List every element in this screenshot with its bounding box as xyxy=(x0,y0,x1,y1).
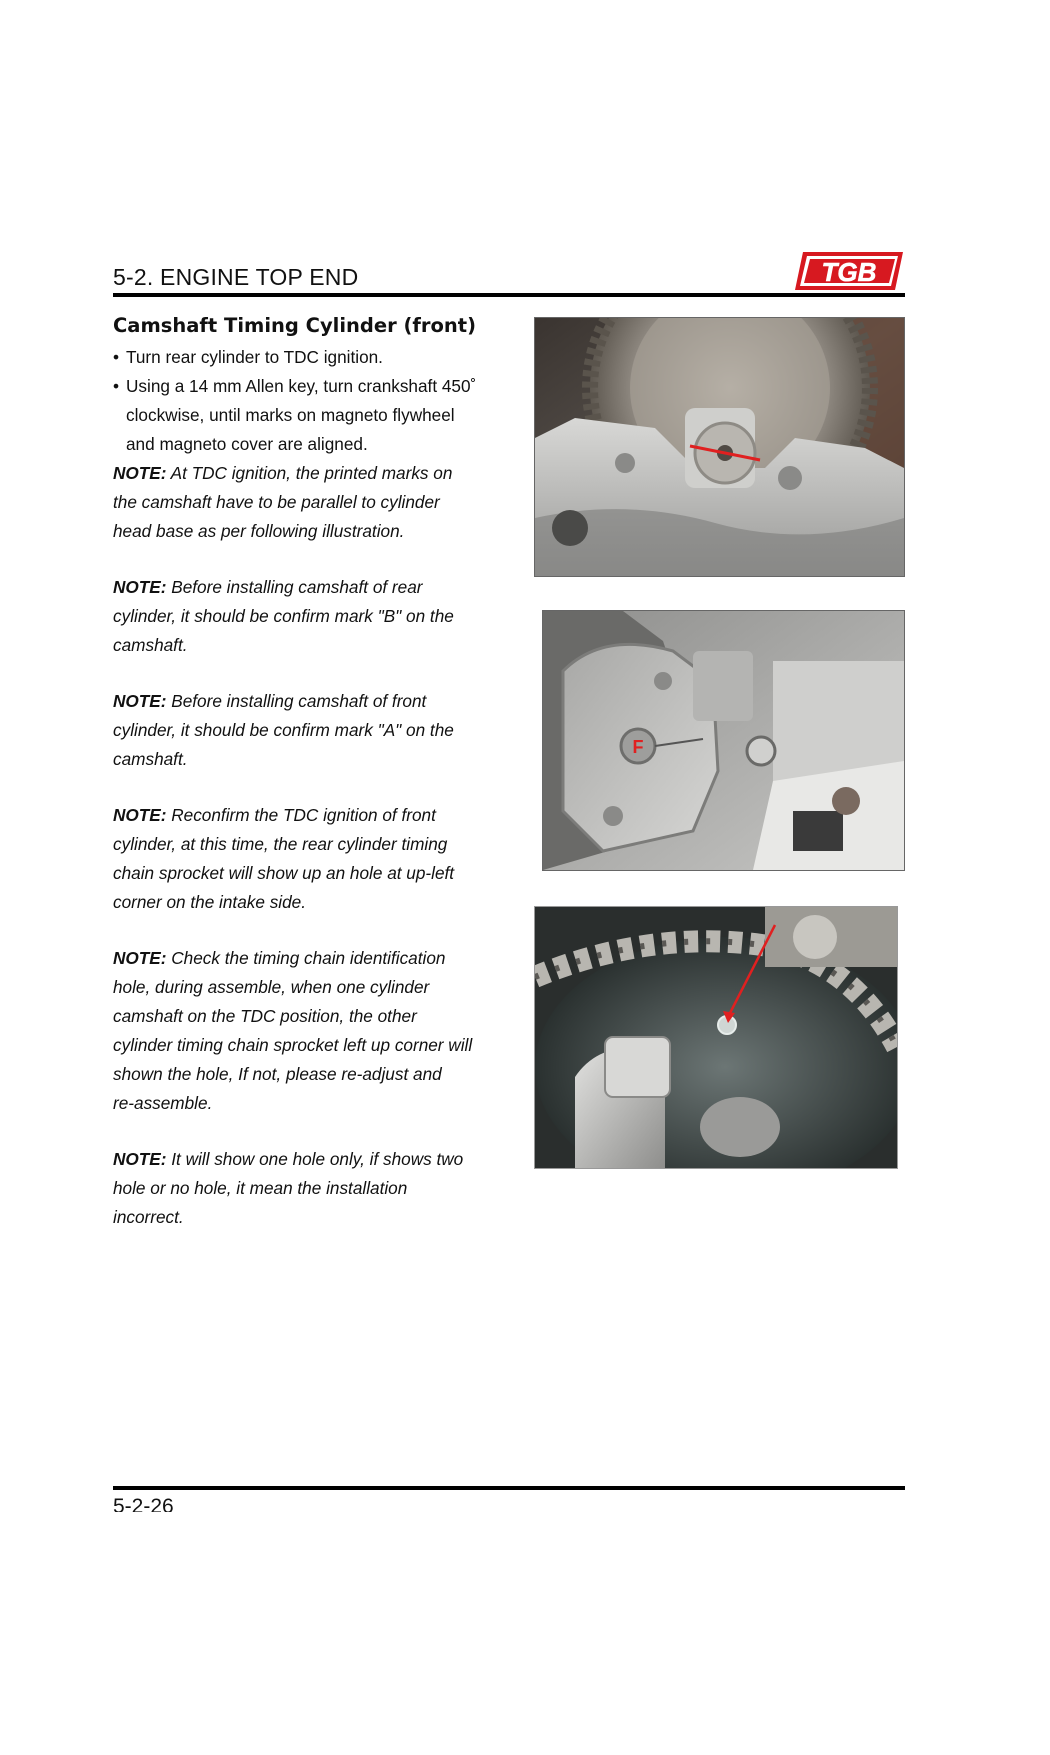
footer-rule xyxy=(113,1486,905,1490)
note-line: Reconfirm the TDC ignition of front xyxy=(166,805,436,825)
note-line: camshaft on the TDC position, the other xyxy=(113,1006,417,1026)
header-rule xyxy=(113,293,905,297)
timing-chain-hole-photo xyxy=(534,906,898,1169)
note-line: incorrect. xyxy=(113,1207,184,1227)
note-label: NOTE: xyxy=(113,1149,167,1169)
bullet-line: and magneto cover are aligned. xyxy=(126,434,368,454)
note-line: cylinder, it should be confirm mark "A" on the xyxy=(113,720,454,740)
page-number: 5-2-26 xyxy=(113,1495,174,1512)
camshaft-marks-photo xyxy=(534,317,905,577)
tgb-logo xyxy=(795,250,905,292)
note-line: shown the hole, If not, please re-adjust and xyxy=(113,1064,442,1084)
note-one-hole-only xyxy=(113,1145,493,1232)
note-line: It will show one hole only, if shows two xyxy=(166,1149,464,1169)
bullet-line: clockwise, until marks on magneto flywheel xyxy=(126,405,455,425)
note-identification-hole xyxy=(113,944,493,1118)
note-line: corner on the intake side. xyxy=(113,892,306,912)
magneto-cover-photo xyxy=(542,610,905,871)
note-line: hole, during assemble, when one cylinder xyxy=(113,977,430,997)
note-line: At TDC ignition, the printed marks on xyxy=(166,463,453,483)
note-line: cylinder timing chain sprocket left up corner will xyxy=(113,1035,473,1055)
note-line: camshaft. xyxy=(113,635,188,655)
note-line: cylinder, it should be confirm mark "B" on the xyxy=(113,606,454,626)
instructions-column xyxy=(113,343,493,1232)
note-line: the camshaft have to be parallel to cylinder xyxy=(113,492,440,512)
bullet-line: Turn rear cylinder to TDC ignition. xyxy=(126,347,383,367)
note-front-camshaft-mark xyxy=(113,687,493,774)
svg-text:TGB: TGB xyxy=(821,257,877,287)
note-label: NOTE: xyxy=(113,577,167,597)
note-line: camshaft. xyxy=(113,749,188,769)
note-label: NOTE: xyxy=(113,948,167,968)
section-heading: Camshaft Timing Cylinder (front) xyxy=(113,314,477,337)
note-line: Check the timing chain identification xyxy=(166,948,446,968)
note-reconfirm-tdc xyxy=(113,801,493,917)
note-line: hole or no hole, it mean the installation xyxy=(113,1178,408,1198)
bullet-line: Using a 14 mm Allen key, turn crankshaft 450˚ xyxy=(126,376,477,396)
note-line: cylinder, at this time, the rear cylinder timing xyxy=(113,834,448,854)
magneto-mark-label: F xyxy=(632,737,644,757)
note-label: NOTE: xyxy=(113,691,167,711)
bullet-item: • Using a 14 mm Allen key, turn crankshaft 450˚ clockwise, until marks on magneto flywheel and magneto cover are aligned. xyxy=(113,372,493,459)
section-header-title: 5-2. ENGINE TOP END xyxy=(113,264,359,290)
note-line: head base as per following illustration. xyxy=(113,521,405,541)
note-label: NOTE: xyxy=(113,463,167,483)
note-tdc-marks xyxy=(113,459,493,546)
note-label: NOTE: xyxy=(113,805,167,825)
note-rear-camshaft-mark xyxy=(113,573,493,660)
note-line: re-assemble. xyxy=(113,1093,213,1113)
note-line: Before installing camshaft of front xyxy=(166,691,427,711)
bullet-item: • Turn rear cylinder to TDC ignition. xyxy=(113,343,493,372)
note-line: Before installing camshaft of rear xyxy=(166,577,423,597)
note-line: chain sprocket will show up an hole at up-left xyxy=(113,863,455,883)
